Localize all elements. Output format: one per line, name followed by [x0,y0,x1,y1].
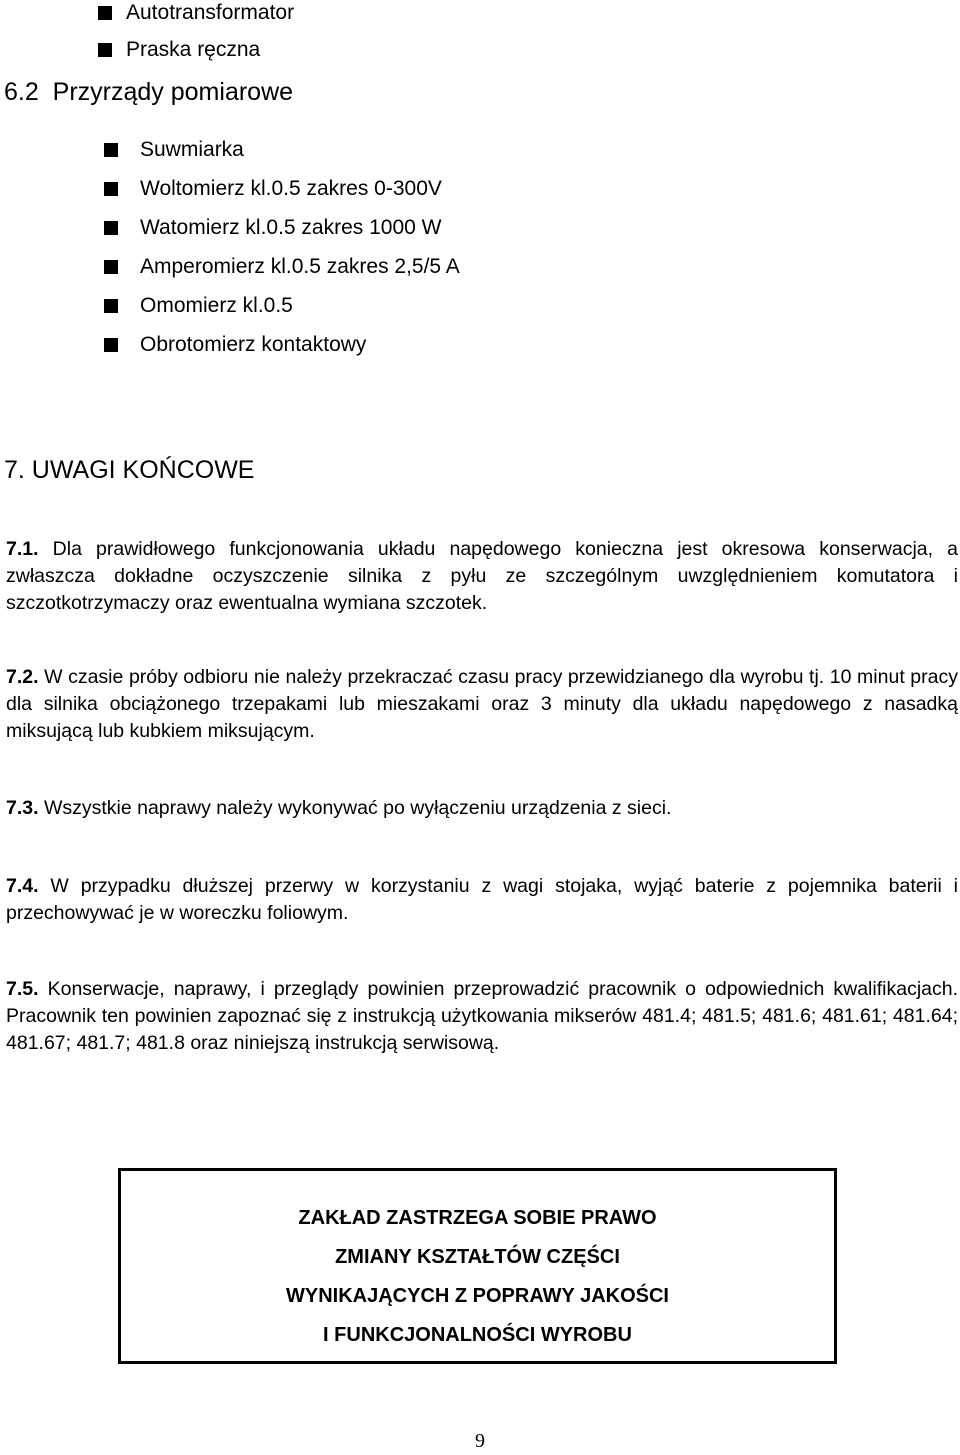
section-title: Przyrządy pomiarowe [52,78,294,106]
list-item [104,135,244,165]
paragraph-text: Konserwacje, naprawy, i przeglądy powinien przeprowadzić pracownik o odpowiednich kwalifikacjach. Pracownik ten powinien zapoznać się z instrukcją użytkowania mikserów 481.4; 481.5; 481.6; 481.61; 481.64; 481.67; 481.7; 481.8 oraz niniejszą instrukcją serwisową. [6,978,959,1054]
section-heading [4,78,293,107]
list-item-label: Obrotomierz kontaktowy [140,333,367,356]
paragraph-text: W przypadku dłuższej przerwy w korzystaniu z wagi stojaka, wyjąć baterie z pojemnika baterii i przechowywać je w woreczku foliowym. [6,875,959,924]
square-bullet-icon [98,43,112,57]
list-item-label: Woltomierz kl.0.5 zakres 0-300V [140,177,442,200]
paragraph-7-5 [6,976,958,1057]
list-item [104,252,460,282]
paragraph-7-2 [6,664,958,745]
square-bullet-icon [104,260,118,274]
notice-box [118,1168,837,1364]
paragraph-7-1 [6,536,958,617]
paragraph-number: 7.4. [6,875,39,897]
list-item [104,174,442,204]
notice-line: WYNIKAJĄCYCH Z POPRAWY JAKOŚCI [285,1285,669,1307]
page-number: 9 [475,1430,485,1452]
list-item-label: Suwmiarka [140,138,244,161]
square-bullet-icon [104,221,118,235]
list-item-label: Autotransformator [126,1,295,24]
paragraph-text: Wszystkie naprawy należy wykonywać po wyłączeniu urządzenia z sieci. [43,797,672,819]
list-item-label: Praska ręczna [126,38,261,61]
list-item [104,330,366,360]
list-item [104,213,442,243]
paragraph-7-4 [6,873,958,927]
paragraph-text: Dla prawidłowego funkcjonowania układu napędowego konieczna jest okresowa konserwacja, a zwłaszcza dokładne oczyszczenie silnika z pyłu ze szczególnym uwzględnieniem komutatora i szczotkotrzymaczy oraz ewentualna wymiana szczotek. [6,538,958,614]
notice-line: ZAKŁAD ZASTRZEGA SOBIE PRAWO [298,1207,657,1229]
paragraph-text: W czasie próby odbioru nie należy przekraczać czasu pracy przewidzianego dla wyrobu tj. 10 minut pracy dla silnika obciążonego trzepakami lub mieszakami oraz 3 minuty dla układu napędowego z nasadką miksującą lub kubkiem miksującym. [6,666,958,742]
section-heading: 7. UWAGI KOŃCOWE [4,456,255,484]
square-bullet-icon [104,299,118,313]
section-number: 6.2 [4,78,39,106]
paragraph-number: 7.1. [6,538,39,560]
square-bullet-icon [104,338,118,352]
paragraph-7-3 [6,795,958,822]
notice-line: I FUNKCJONALNOŚCI WYROBU [323,1324,632,1346]
list-item [104,291,293,321]
list-item [98,35,260,65]
square-bullet-icon [104,182,118,196]
square-bullet-icon [104,143,118,157]
list-item-label: Watomierz kl.0.5 zakres 1000 W [140,216,442,239]
paragraph-number: 7.5. [6,978,39,1000]
list-item-label: Amperomierz kl.0.5 zakres 2,5/5 A [140,255,460,278]
paragraph-number: 7.3. [6,797,39,819]
paragraph-number: 7.2. [6,666,39,688]
square-bullet-icon [98,6,112,20]
notice-line: ZMIANY KSZTAŁTÓW CZĘŚCI [335,1246,620,1268]
list-item [98,0,294,28]
list-item-label: Omomierz kl.0.5 [140,294,293,317]
